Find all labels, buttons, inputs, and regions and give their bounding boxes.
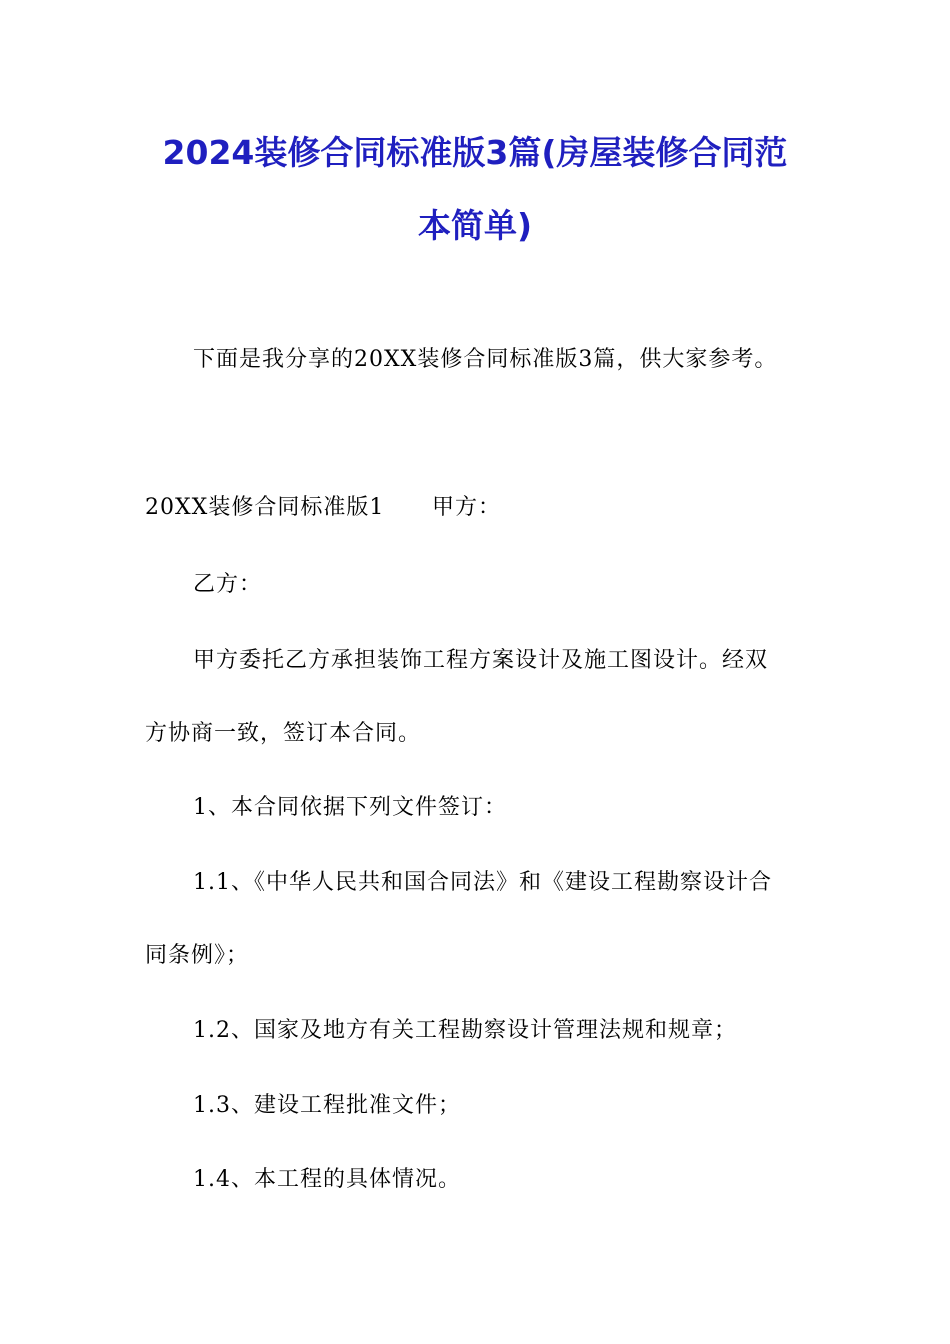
document-title-line-2: 本简单) — [417, 206, 533, 245]
list-item-1-2: 1.2、国家及地方有关工程勘察设计管理法规和规章； — [193, 1018, 737, 1043]
document-title-line-1: 2024装修合同标准版3篇(房屋装修合同范 — [162, 133, 788, 172]
list-item-1: 1、本合同依据下列文件签订： — [193, 795, 507, 820]
party-b-label: 乙方： — [193, 572, 263, 597]
party-a-label: 甲方： — [432, 495, 502, 520]
list-item-1-4: 1.4、本工程的具体情况。 — [193, 1167, 461, 1192]
list-item-1-1-line-2: 同条例》； — [145, 943, 250, 968]
paragraph-1-line-1: 甲方委托乙方承担装饰工程方案设计及施工图设计。经双 — [193, 648, 769, 673]
paragraph-1-line-2: 方协商一致，签订本合同。 — [145, 721, 422, 746]
intro-paragraph: 下面是我分享的20XX装修合同标准版3篇，供大家参考。 — [193, 347, 778, 372]
section-heading: 20XX装修合同标准版1 — [145, 495, 385, 520]
list-item-1-3: 1.3、建设工程批准文件； — [193, 1093, 461, 1118]
list-item-1-1-line-1: 1.1、《中华人民共和国合同法》和《建设工程勘察设计合 — [193, 870, 772, 895]
